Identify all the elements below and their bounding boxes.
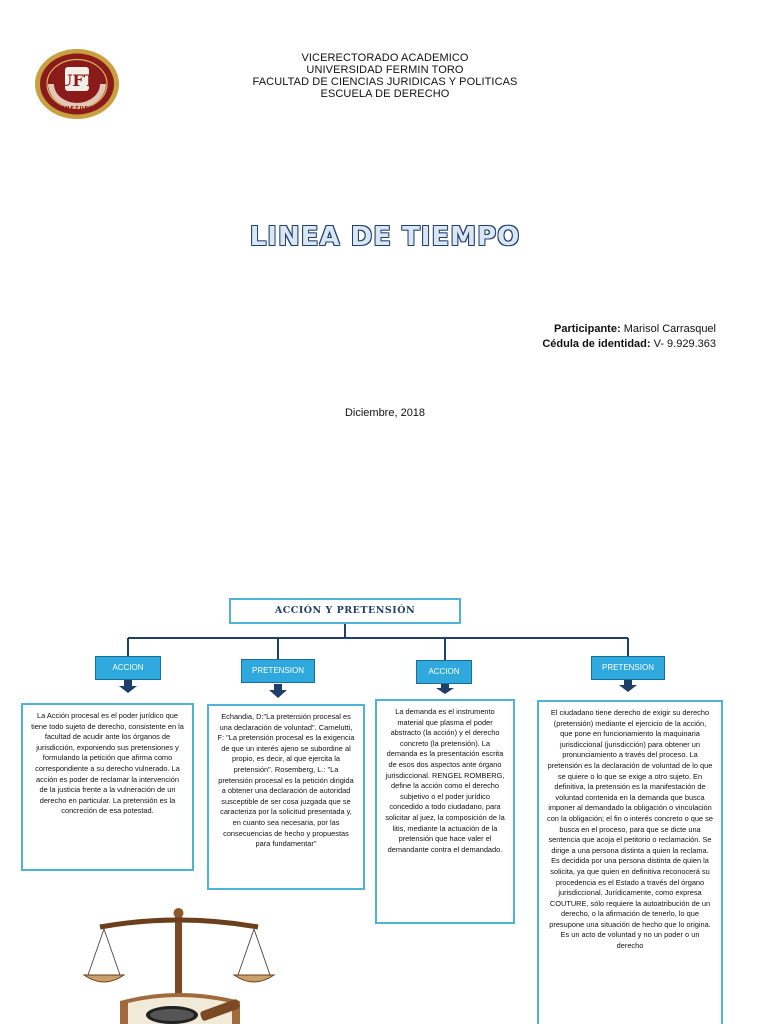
institution-header (180, 52, 590, 100)
branch-text-pretension-2: El ciudadano tiene derecho de exigir su derecho (pretensión) mediante el ejercicio de la acción, que pone en funcionamiento la maquinaria jurisdiccional (jurisdicción) para obtener un pronunciamiento a través del proceso. La pretensión es la declaración de voluntad de lo que se quiere o lo que se exige a otro sujeto. En definitiva, la pretensión es la manifestación de voluntad contenida en la demanda que busca imponer al demandado la obligación o vinculación con la obligación; el fin o interés concreto o que se busca en el proceso, para que se dicte una sentencia que acoja el petitorio o reclamación. Se dirige a una persona distinta a quien la reclama. Es decidida por una persona distinta de quien la solicita, ya que quien en definitiva reconocerá su procedencia es el Estado a través del órgano jurisdiccional. Jurídicamente, como expresa COUTURE, sólo requiere la autoatribución de un derecho, o la afirmación de tenerlo, lo que presupone una situación de hecho que lo origina. Es un acto de voluntad y no un poder o un derecho (537, 700, 723, 1024)
id-label: Cédula de identidad: (542, 338, 651, 350)
university-logo (34, 48, 120, 120)
header-line-4: ESCUELA DE DERECHO (320, 88, 450, 100)
participant-name: Marisol Carrasquel (623, 323, 716, 335)
header-line-1: VICERECTORADO ACADEMICO (301, 52, 469, 64)
branch-tag-accion-2: ACCION (416, 660, 472, 684)
branch-tag-pretension-1: PRETENSION (241, 659, 315, 683)
concept-map-title: ACCIÓN Y PRETENSIÓN (229, 598, 461, 624)
document-title: LINEA DE TIEMPO (249, 222, 521, 252)
branch-text-accion-1: La Acción procesal es el poder jurídico que tiene todo sujeto de derecho, consistente en la facultad de acudir ante los órganos de jurisdicción, exponiendo sus pretensiones y formulando la petición que afirma como correspondiente a su derecho vulnerado. La acción es poder de reclamar la intervención de la justicia frente a la vulneración de un derecho en particular. La pretensión es la concreción de esa potestad. (21, 703, 194, 871)
header-line-3: FACULTAD DE CIENCIAS JURIDICAS Y POLITICAS (252, 76, 518, 88)
document-date: Diciembre, 2018 (344, 407, 426, 419)
id-value: V- 9.929.363 (653, 338, 716, 350)
branch-text-accion-2: La demanda es el instrumento material que plasma el poder abstracto (la acción) y el derecho concreto (la pretensión). La demanda es la presentación escrita de esos dos aspectos ante órgano jurisdiccional. RENGEL ROMBERG, define la acción como el derecho subjetivo o el poder jurídico concedido a todo ciudadano, para solicitar al juez, la composición de la litis, mediante la actuación de la pretensión que hace valer el demandante contra el demandado. (375, 699, 515, 924)
branch-tag-accion-1: ACCION (95, 656, 161, 680)
header-line-2: UNIVERSIDAD FERMIN TORO (306, 64, 464, 76)
branch-tag-pretension-2: PRETENSION (591, 656, 665, 680)
participant-info (542, 322, 716, 352)
justice-scales-illustration (80, 905, 280, 1024)
branch-text-pretension-1: Echandia, D:"La pretensión procesal es una declaración de voluntad". Carnelutti, F: "La pretensión procesal es la exigencia de que un interés ajeno se subordine al propio, es decir, al que ejercita la pretensión". Rosemberg, L.: "La pretensión procesal es la petición dirigida a obtener una declaración de autoridad susceptible de ser cosa juzgada que se caracteriza por la solicitud presentada y, en cuanto sea necesaria, por las consecuencias de hecho y propuestas para fundamentar" (207, 704, 365, 890)
participant-label: Participante: (553, 323, 621, 335)
logo-initials: UFT (58, 71, 96, 90)
logo-ring-text: VENEZUELA (55, 106, 99, 112)
